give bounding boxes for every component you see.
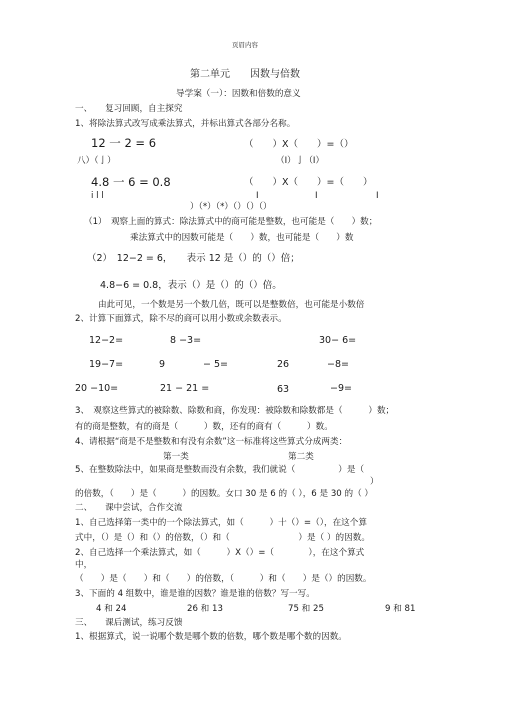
observation-3: 4.8−6 = 0.8，表示（）是（）的（）倍。: [100, 280, 282, 291]
equation-1-right: （ ）X（ ）=（）: [244, 139, 354, 150]
section-three-heading: 三、 课后测试，练习反馈: [75, 618, 183, 628]
label-2-left: i l l: [91, 191, 104, 201]
calc-1a: 12−2=: [89, 335, 124, 346]
label-2-right-a: I: [256, 191, 259, 201]
pair-2: 26 和 13: [187, 604, 223, 614]
category-2: 第二类: [288, 452, 314, 462]
observation-2: （2） 12−2 = 6， 表示 12 是（）的（）倍；: [87, 253, 300, 264]
page-header: 页眉内容: [232, 41, 258, 49]
task-2: 2、自己选择一个乘法算式，如（ ）X（）=（ ），在这个算式: [75, 548, 365, 558]
subtitle: 导学案（一）：因数和倍数的意义: [176, 89, 301, 99]
calc-1c: 30− 6=: [319, 335, 357, 346]
calc-3b: 21 − 21 =: [160, 383, 210, 394]
question-5-paren: ）: [370, 477, 379, 487]
question-3: 3、 观察这些算式的被除数、除数和商，你发现：被除数和除数都是（ ）数；: [75, 406, 395, 416]
equation-1-left: 12 一 2 = 6: [91, 136, 157, 150]
equation-2-right: （ ）X（ ）=（ ）: [244, 177, 373, 188]
task-2b: 中，: [75, 560, 93, 570]
pair-1: 4 和 24: [96, 604, 127, 614]
label-2-right-c: I: [376, 191, 379, 201]
observation-1: （1） 观察上面的算式：除法算式中的商可能是整数，也可能是（ ）数；: [84, 217, 378, 227]
task-3: 3、下面的 4 组数中，谁是谁的因数？谁是谁的倍数？写一写。: [75, 589, 315, 599]
calc-2a: 19−7=: [89, 359, 124, 370]
label-1-left: 八）（亅）: [77, 156, 116, 166]
task-1: 1、自己选择第一类中的一个除法算式，如（ ）十（）=（），在这个算: [75, 518, 367, 528]
calc-2b: 9: [159, 359, 166, 370]
calc-2e: −8=: [327, 359, 349, 370]
calc-1b: 8 −3=: [170, 335, 202, 346]
question-3b: 有的商是整数，有的商是（ ）数，还有的商有（ ）数。: [75, 422, 333, 432]
label-2-right-b: I: [315, 191, 318, 201]
exercise-1: 1、根据算式，说一说哪个数是哪个数的倍数，哪个数是哪个数的因数。: [75, 632, 347, 642]
pair-3: 75 和 25: [288, 604, 324, 614]
equation-2-left: 4.8 一 6 = 0.8: [91, 175, 171, 189]
page-title: 第二单元 因数与倍数: [190, 69, 300, 80]
calc-3a: 20 −10=: [75, 383, 119, 394]
conclusion: 由此可见，一个数是另一个数几倍，既可以是整数倍，也可能是小数倍: [98, 300, 365, 310]
question-1: 1、将除法算式改写成乘法算式，并标出算式各部分名称。: [75, 119, 296, 129]
section-two-heading: 二、 课中尝试，合作交流: [75, 503, 183, 513]
calc-2d: 26: [277, 359, 290, 370]
question-4: 4、请根据“商是不是整数和有没有余数”这一标准将这些算式分成两类：: [75, 437, 348, 447]
calc-3d: −9=: [330, 383, 352, 394]
question-5: 5、在整数除法中，如果商是整数而没有余数，我们就说（ ）是（: [75, 465, 365, 475]
task-1b: 式中，（）是（）和（）的倍数，（）和（ ）是（ ）的因数。: [75, 533, 370, 543]
question-2: 2、计算下面算式，除不尽的商可以用小数或余数表示。: [75, 314, 287, 324]
label-1-right: （I）亅（I）: [276, 156, 325, 166]
task-2c: （ ）是（ ）和（ ）的倍数，（ ）和（ ）是（）的因数。: [75, 574, 372, 584]
calc-3c: 63: [277, 384, 290, 395]
pair-4: 9 和 81: [385, 604, 416, 614]
category-1: 第一类: [163, 452, 189, 462]
calc-2c: − 5=: [203, 359, 228, 370]
observation-1b: 乘法算式中的因数可能是（ ）数，也可能是（ ）数: [130, 233, 354, 243]
label-2-under: ）（*）（*）（）（）（）: [190, 202, 272, 212]
question-5b: 的倍数，（ ）是（ ）的因数。女口 30 是 6 的（ ），6 是 30 的（ ）: [75, 489, 374, 499]
section-one-heading: 一、 复习回顾，自主探究: [75, 104, 183, 114]
